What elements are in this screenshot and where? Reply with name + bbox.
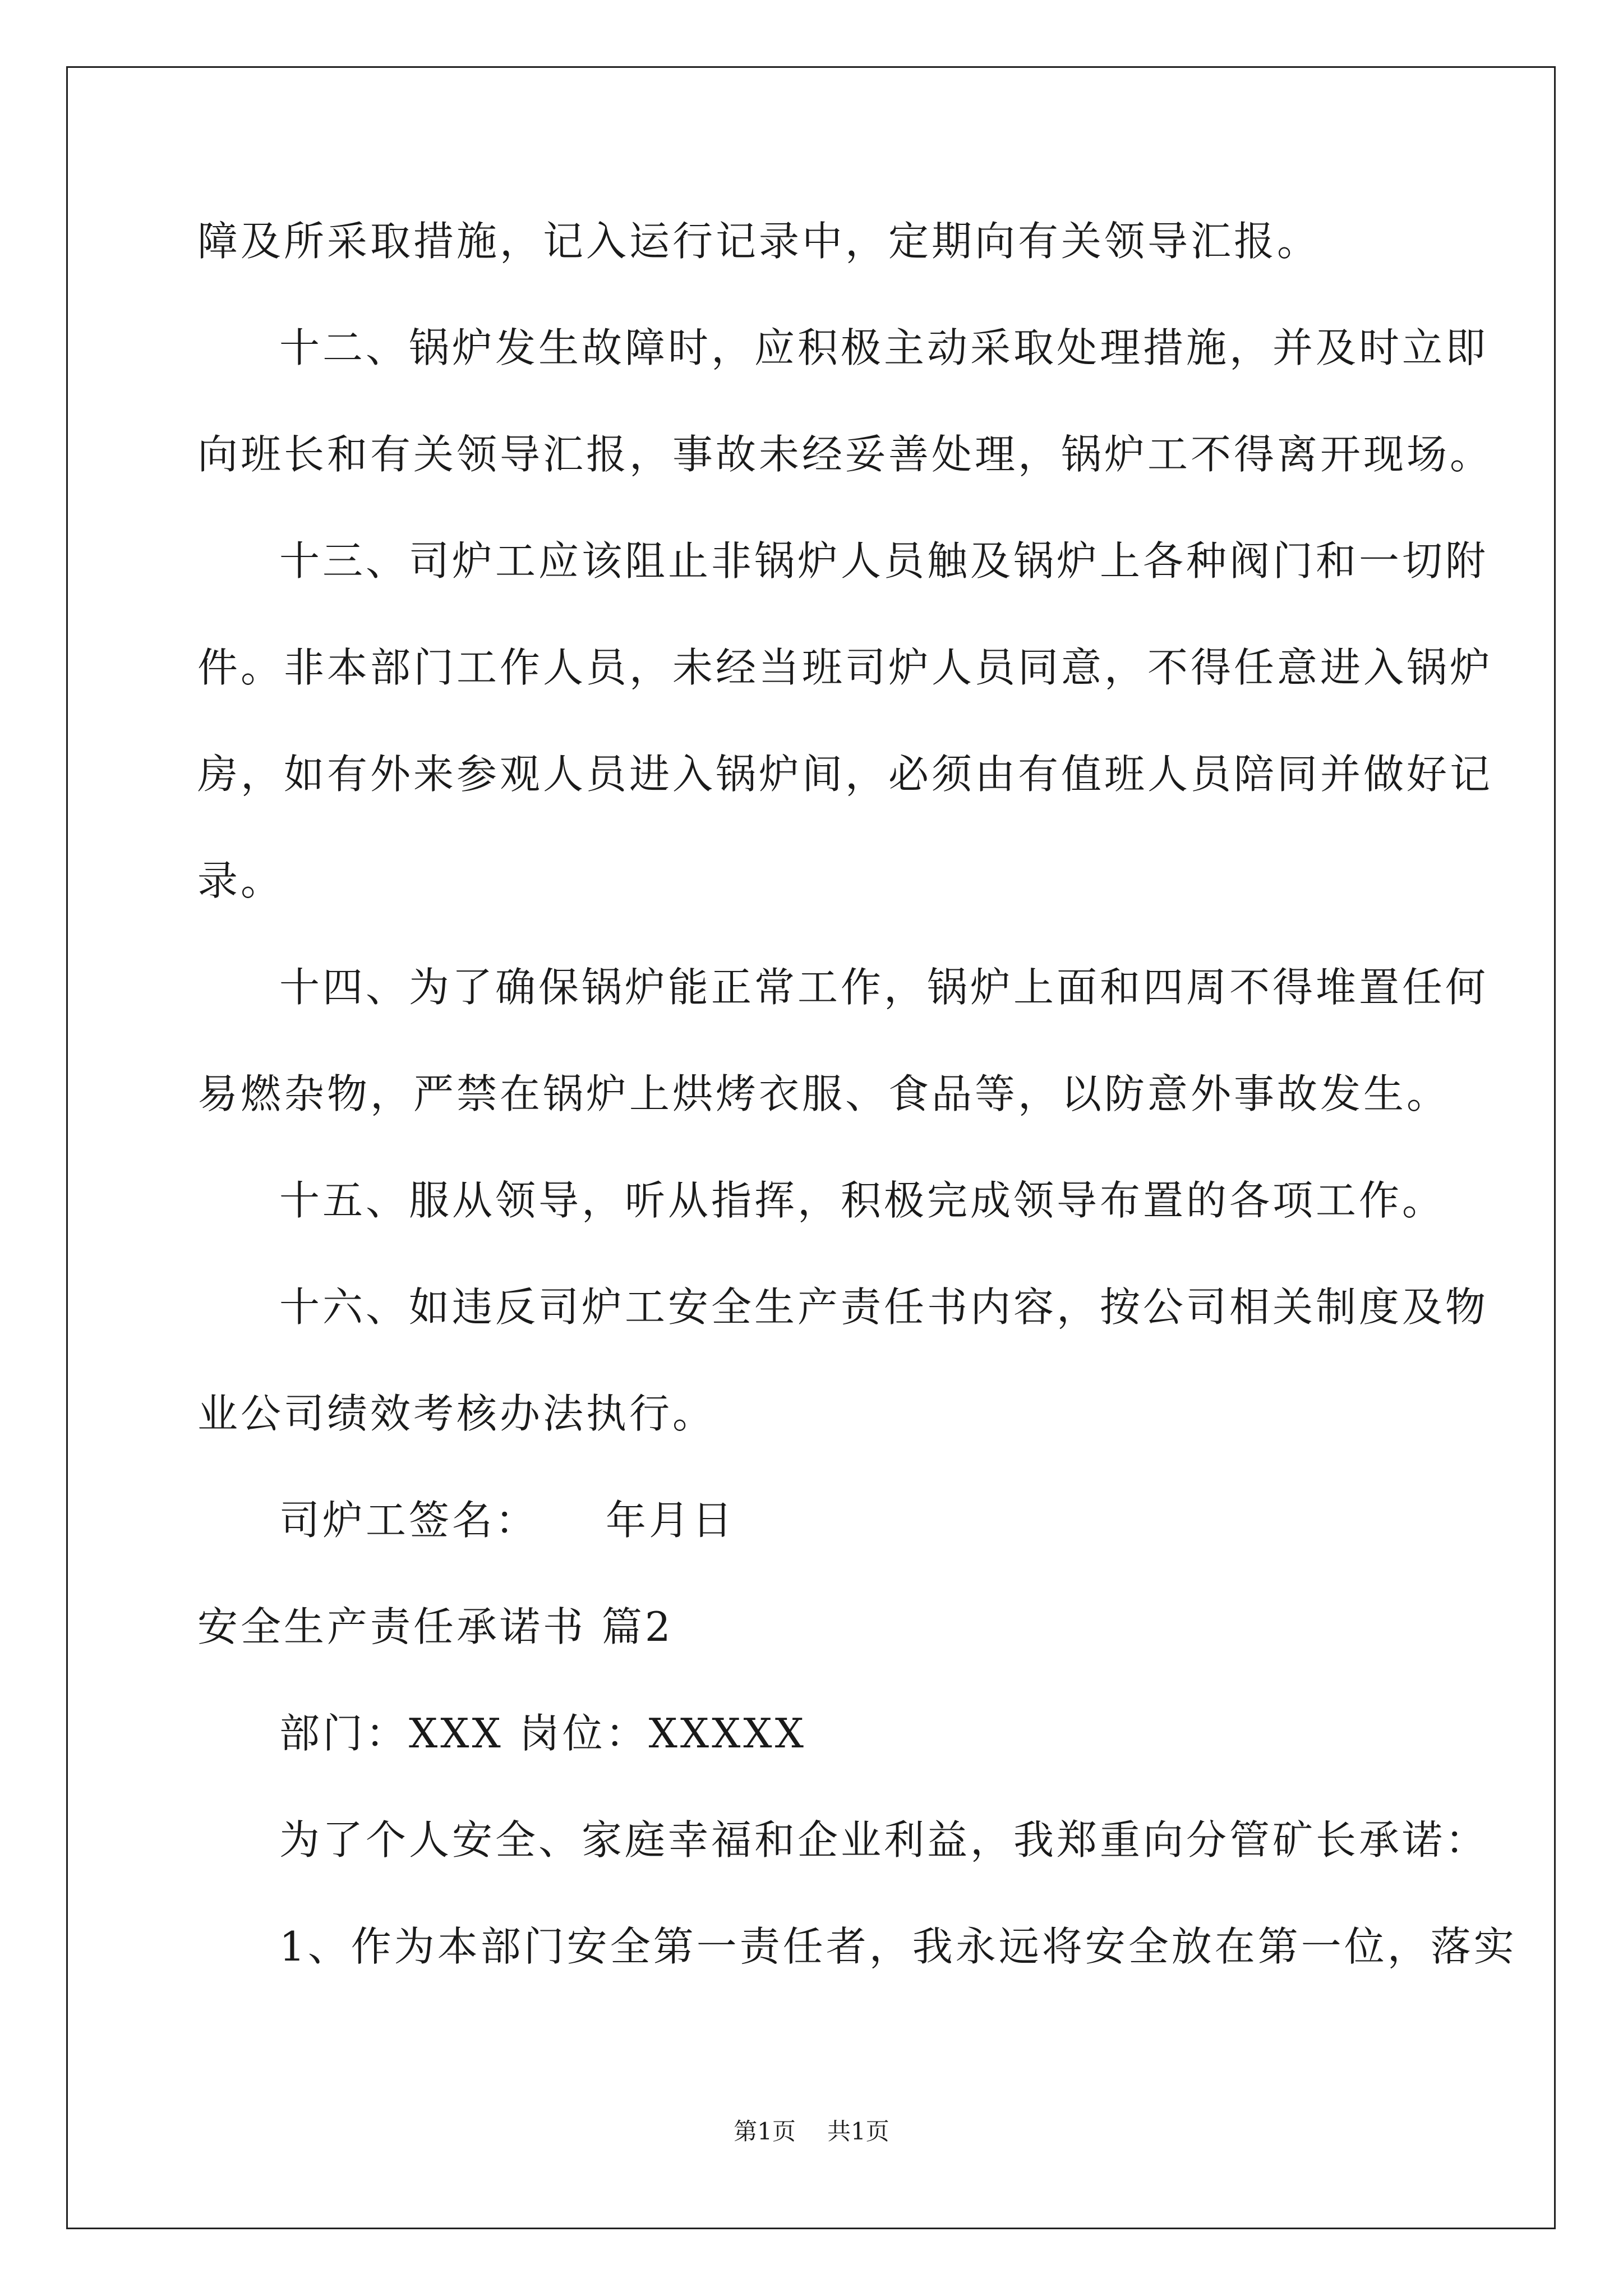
paragraph-line: 向班长和有关领导汇报，事故未经妥善处理，锅炉工不得离开现场。 (197, 431, 1493, 478)
paragraph-line: 十三、司炉工应该阻止非锅炉人员触及锅炉上各种阀门和一切附 (279, 537, 1489, 585)
paragraph-line: 易燃杂物，严禁在锅炉上烘烤衣服、食品等，以防意外事故发生。 (197, 1070, 1450, 1117)
paragraph-line: 录。 (197, 857, 284, 904)
paragraph-line: 十二、锅炉发生故障时，应积极主动采取处理措施，并及时立即 (279, 324, 1489, 371)
page-footer (0, 2115, 1623, 2148)
paragraph-line: 件。非本部门工作人员，未经当班司炉人员同意，不得任意进入锅炉 (197, 644, 1493, 691)
page-number: 第1页 (734, 2118, 796, 2145)
paragraph-line: 十四、为了确保锅炉能正常工作，锅炉上面和四周不得堆置任何 (279, 964, 1489, 1011)
paragraph-line: 1、作为本部门安全第一责任者，我永远将安全放在第一位，落实 (279, 1923, 1517, 1970)
signature-line (279, 1492, 735, 1548)
paragraph-line: 障及所采取措施，记入运行记录中，定期向有关领导汇报。 (197, 218, 1321, 265)
page-total: 共1页 (827, 2118, 889, 2145)
paragraph-line: 业公司绩效考核办法执行。 (197, 1390, 716, 1437)
paragraph-line: 十五、服从领导，听从指挥，积极完成领导布置的各项工作。 (279, 1177, 1446, 1224)
paragraph-line: 房，如有外来参观人员进入锅炉间，必须由有值班人员陪同并做好记 (197, 751, 1493, 798)
page-border (66, 66, 1556, 2229)
paragraph-line: 十六、如违反司炉工安全生产责任书内容，按公司相关制度及物 (279, 1283, 1489, 1331)
signature-date: 年月日 (606, 1497, 736, 1544)
department-line: 部门：XXX 岗位：XXXXX (279, 1710, 806, 1757)
paragraph-line: 为了个人安全、家庭幸福和企业利益，我郑重向分管矿长承诺： (279, 1816, 1489, 1864)
section-heading: 安全生产责任承诺书 篇2 (197, 1603, 674, 1650)
signature-label: 司炉工签名： (279, 1497, 539, 1544)
